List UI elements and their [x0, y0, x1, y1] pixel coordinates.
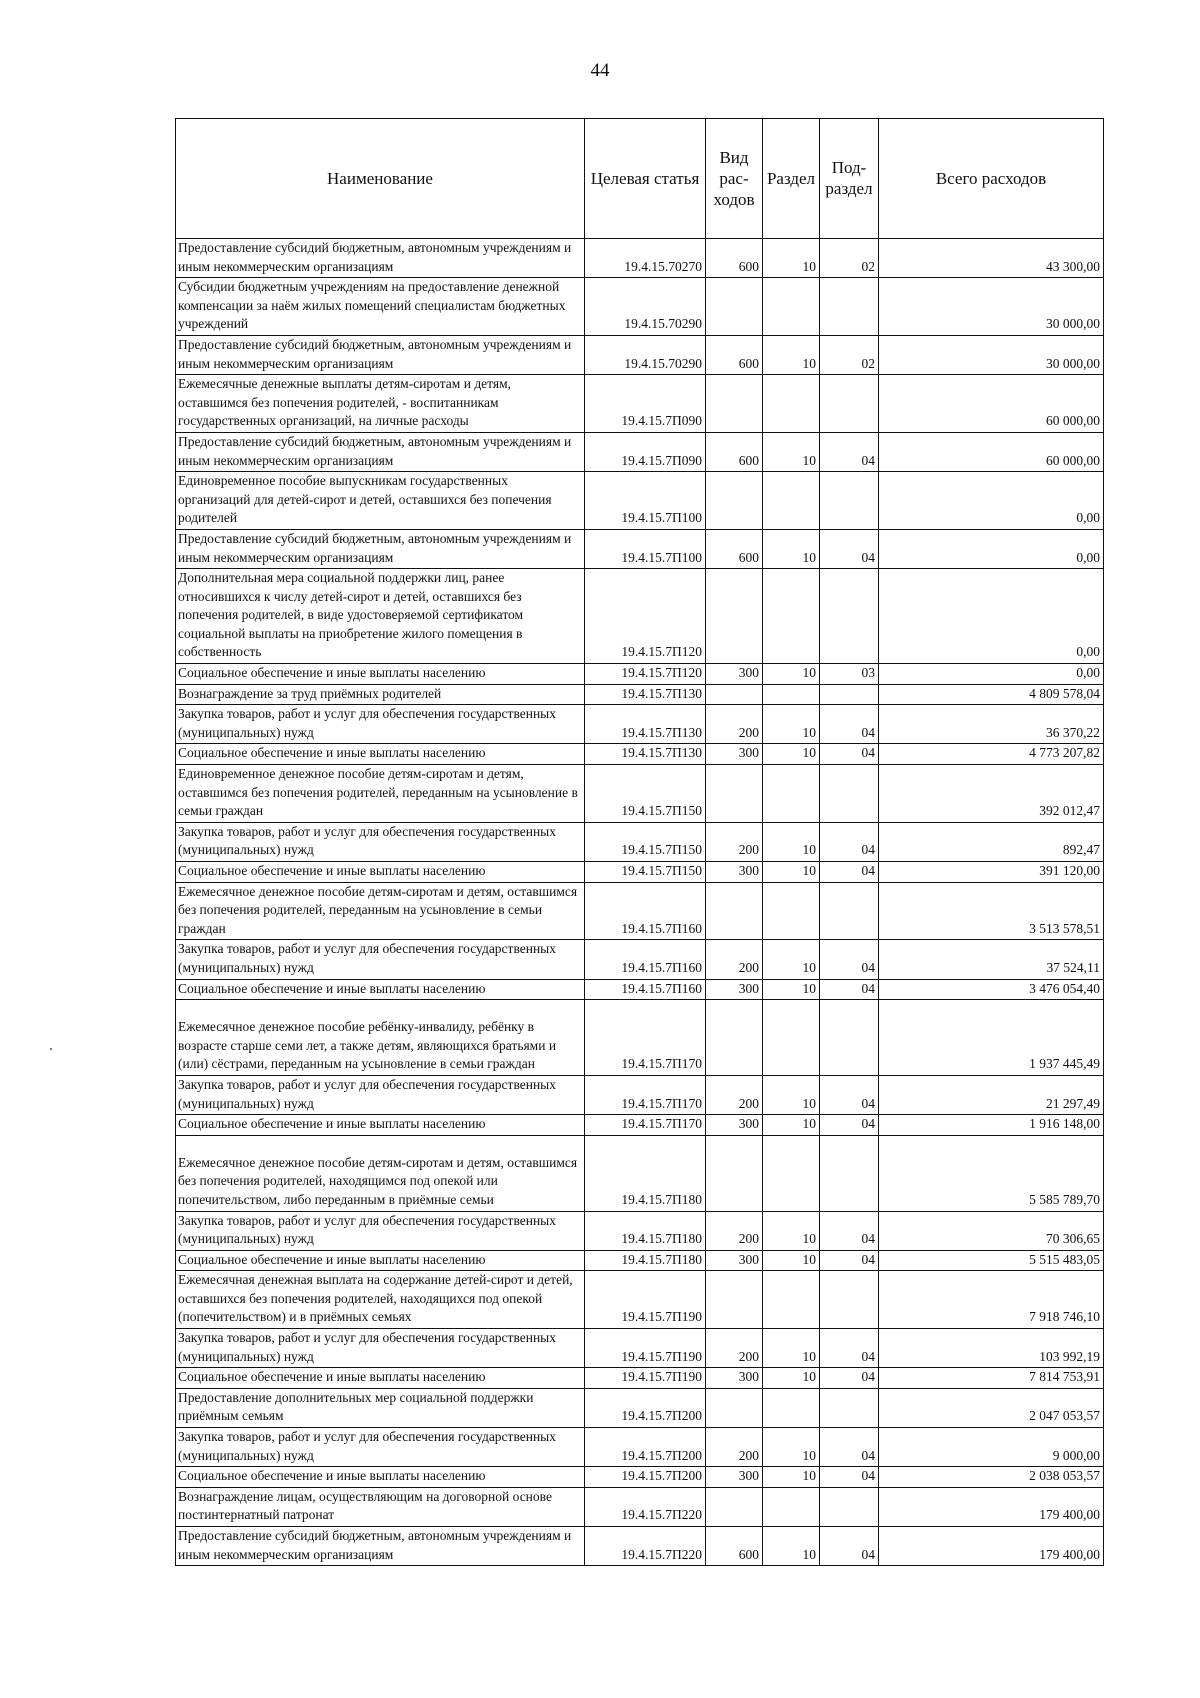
cell-target-code: 19.4.15.7П130 [585, 684, 706, 705]
cell-section [763, 765, 820, 823]
cell-total: 103 992,19 [879, 1329, 1104, 1368]
table-row [176, 1211, 1104, 1250]
cell-name: Закупка товаров, работ и услуг для обеспечения государственных (муниципальных) нужд [176, 940, 585, 979]
cell-target-code: 19.4.15.7П130 [585, 744, 706, 765]
cell-section: 10 [763, 705, 820, 744]
cell-total: 3 476 054,40 [879, 979, 1104, 1000]
table-header [176, 119, 1104, 239]
cell-target-code: 19.4.15.7П120 [585, 664, 706, 685]
cell-kind: 600 [706, 432, 763, 471]
cell-subsection: 02 [820, 335, 879, 374]
table-row [176, 705, 1104, 744]
cell-target-code: 19.4.15.7П120 [585, 569, 706, 664]
cell-kind: 200 [706, 1329, 763, 1368]
cell-total: 7 814 753,91 [879, 1368, 1104, 1389]
cell-name: Закупка товаров, работ и услуг для обеспечения государственных (муниципальных) нужд [176, 822, 585, 861]
table-row [176, 1487, 1104, 1526]
table-row [176, 1388, 1104, 1427]
table-row [176, 335, 1104, 374]
cell-subsection: 04 [820, 979, 879, 1000]
cell-total: 4 809 578,04 [879, 684, 1104, 705]
page-number: 44 [590, 60, 610, 81]
cell-kind: 600 [706, 1527, 763, 1566]
cell-section: 10 [763, 1329, 820, 1368]
cell-target-code: 19.4.15.70290 [585, 278, 706, 336]
cell-subsection: 03 [820, 664, 879, 685]
cell-kind: 300 [706, 744, 763, 765]
cell-target-code: 19.4.15.7П200 [585, 1428, 706, 1467]
cell-subsection [820, 569, 879, 664]
cell-section: 10 [763, 1428, 820, 1467]
cell-total: 1 916 148,00 [879, 1115, 1104, 1136]
cell-target-code: 19.4.15.7П170 [585, 1000, 706, 1076]
cell-section: 10 [763, 529, 820, 568]
cell-kind [706, 882, 763, 940]
table-row [176, 529, 1104, 568]
cell-total: 36 370,22 [879, 705, 1104, 744]
cell-name: Закупка товаров, работ и услуг для обеспечения государственных (муниципальных) нужд [176, 1075, 585, 1114]
cell-name: Социальное обеспечение и иные выплаты населению [176, 1467, 585, 1488]
table-row [176, 664, 1104, 685]
cell-section: 10 [763, 239, 820, 278]
cell-target-code: 19.4.15.7П180 [585, 1135, 706, 1211]
table-row [176, 1250, 1104, 1271]
cell-name: Предоставление субсидий бюджетным, автономным учреждениям и иным некоммерческим организациям [176, 335, 585, 374]
cell-total: 0,00 [879, 472, 1104, 530]
table-row [176, 822, 1104, 861]
cell-subsection [820, 472, 879, 530]
cell-kind [706, 684, 763, 705]
cell-total: 0,00 [879, 569, 1104, 664]
cell-total: 60 000,00 [879, 432, 1104, 471]
cell-total: 9 000,00 [879, 1428, 1104, 1467]
cell-kind [706, 765, 763, 823]
cell-kind: 200 [706, 1075, 763, 1114]
cell-name: Закупка товаров, работ и услуг для обеспечения государственных (муниципальных) нужд [176, 1329, 585, 1368]
cell-kind [706, 1135, 763, 1211]
cell-total: 37 524,11 [879, 940, 1104, 979]
cell-name: Закупка товаров, работ и услуг для обеспечения государственных (муниципальных) нужд [176, 705, 585, 744]
cell-total: 70 306,65 [879, 1211, 1104, 1250]
cell-subsection: 04 [820, 705, 879, 744]
cell-section: 10 [763, 1075, 820, 1114]
cell-total: 0,00 [879, 529, 1104, 568]
table-row [176, 882, 1104, 940]
cell-subsection [820, 1487, 879, 1526]
cell-total: 30 000,00 [879, 335, 1104, 374]
cell-name: Ежемесячное денежное пособие ребёнку-инвалиду, ребёнку в возрасте старше семи лет, а также детям, являющихся братьями и (или) сёстрами, переданным на усыновление в семьи граждан [176, 1000, 585, 1076]
cell-kind [706, 1388, 763, 1427]
table-row [176, 1115, 1104, 1136]
table-row [176, 1000, 1104, 1076]
cell-section: 10 [763, 979, 820, 1000]
table-row [176, 1368, 1104, 1389]
cell-total: 391 120,00 [879, 862, 1104, 883]
cell-section: 10 [763, 744, 820, 765]
cell-kind [706, 472, 763, 530]
cell-subsection [820, 882, 879, 940]
cell-section: 10 [763, 1467, 820, 1488]
cell-kind: 300 [706, 1467, 763, 1488]
cell-target-code: 19.4.15.7П100 [585, 472, 706, 530]
cell-section: 10 [763, 940, 820, 979]
cell-subsection: 04 [820, 744, 879, 765]
scan-mark [50, 1048, 52, 1050]
table-row [176, 744, 1104, 765]
cell-name: Предоставление субсидий бюджетным, автономным учреждениям и иным некоммерческим организациям [176, 432, 585, 471]
cell-kind [706, 1487, 763, 1526]
table-row [176, 1527, 1104, 1566]
cell-kind: 200 [706, 940, 763, 979]
cell-target-code: 19.4.15.7П180 [585, 1211, 706, 1250]
cell-section [763, 1271, 820, 1329]
table-row [176, 765, 1104, 823]
cell-section: 10 [763, 1250, 820, 1271]
cell-total: 392 012,47 [879, 765, 1104, 823]
cell-section: 10 [763, 432, 820, 471]
cell-name: Закупка товаров, работ и услуг для обеспечения государственных (муниципальных) нужд [176, 1211, 585, 1250]
table-row [176, 472, 1104, 530]
cell-section [763, 1000, 820, 1076]
cell-target-code: 19.4.15.7П130 [585, 705, 706, 744]
table-row [176, 432, 1104, 471]
cell-subsection: 04 [820, 1115, 879, 1136]
table-row [176, 1075, 1104, 1114]
cell-subsection [820, 765, 879, 823]
cell-name: Предоставление субсидий бюджетным, автономным учреждениям и иным некоммерческим организациям [176, 239, 585, 278]
cell-section: 10 [763, 1527, 820, 1566]
cell-total: 2 047 053,57 [879, 1388, 1104, 1427]
table-row [176, 1467, 1104, 1488]
cell-subsection: 04 [820, 1368, 879, 1389]
cell-total: 179 400,00 [879, 1487, 1104, 1526]
cell-total: 5 585 789,70 [879, 1135, 1104, 1211]
cell-name: Социальное обеспечение и иные выплаты населению [176, 1250, 585, 1271]
cell-name: Социальное обеспечение и иные выплаты населению [176, 664, 585, 685]
cell-target-code: 19.4.15.7П160 [585, 979, 706, 1000]
cell-section [763, 278, 820, 336]
cell-target-code: 19.4.15.70290 [585, 335, 706, 374]
header-row [176, 119, 1104, 239]
cell-target-code: 19.4.15.7П220 [585, 1487, 706, 1526]
cell-name: Субсидии бюджетным учреждениям на предоставление денежной компенсации за наём жилых помещений специалистам бюджетных учреждений [176, 278, 585, 336]
cell-name: Дополнительная мера социальной поддержки лиц, ранее относившихся к числу детей-сирот и детей, оставшихся без попечения родителей, в виде удостоверяемой сертификатом социальной выплаты на приобретение жилого помещения в собственность [176, 569, 585, 664]
header-target: Целевая статья [585, 119, 706, 239]
header-kind: Вид рас- ходов [706, 119, 763, 239]
cell-target-code: 19.4.15.7П190 [585, 1368, 706, 1389]
header-subsection: Под- раздел [820, 119, 879, 239]
cell-target-code: 19.4.15.7П170 [585, 1115, 706, 1136]
table-row [176, 1135, 1104, 1211]
cell-section: 10 [763, 1115, 820, 1136]
cell-kind [706, 1000, 763, 1076]
cell-subsection: 04 [820, 862, 879, 883]
cell-target-code: 19.4.15.7П160 [585, 882, 706, 940]
cell-name: Вознаграждение за труд приёмных родителей [176, 684, 585, 705]
cell-subsection [820, 1000, 879, 1076]
cell-subsection: 04 [820, 822, 879, 861]
table-row [176, 979, 1104, 1000]
cell-section: 10 [763, 822, 820, 861]
cell-name: Единовременное денежное пособие детям-сиротам и детям, оставшимся без попечения родителей, переданным на усыновление в семьи граждан [176, 765, 585, 823]
cell-target-code: 19.4.15.7П150 [585, 862, 706, 883]
cell-total: 5 515 483,05 [879, 1250, 1104, 1271]
cell-subsection: 04 [820, 1428, 879, 1467]
cell-target-code: 19.4.15.7П190 [585, 1329, 706, 1368]
table-row [176, 239, 1104, 278]
cell-target-code: 19.4.15.7П090 [585, 375, 706, 433]
header-section: Раздел [763, 119, 820, 239]
table-body [176, 239, 1104, 1566]
cell-subsection [820, 375, 879, 433]
cell-kind: 200 [706, 705, 763, 744]
cell-total: 0,00 [879, 664, 1104, 685]
cell-subsection: 02 [820, 239, 879, 278]
cell-section: 10 [763, 1368, 820, 1389]
cell-name: Ежемесячные денежные выплаты детям-сиротам и детям, оставшимся без попечения родителей, - воспитанникам государственных организаций, на личные расходы [176, 375, 585, 433]
table-row [176, 375, 1104, 433]
cell-name: Социальное обеспечение и иные выплаты населению [176, 744, 585, 765]
cell-total: 7 918 746,10 [879, 1271, 1104, 1329]
cell-name: Ежемесячное денежное пособие детям-сиротам и детям, оставшимся без попечения родителей, находящимся под опекой или попечительством, либо переданным в приёмные семьи [176, 1135, 585, 1211]
cell-subsection: 04 [820, 1329, 879, 1368]
cell-kind: 600 [706, 335, 763, 374]
cell-section: 10 [763, 335, 820, 374]
cell-section: 10 [763, 1211, 820, 1250]
cell-target-code: 19.4.15.7П200 [585, 1467, 706, 1488]
cell-section [763, 1388, 820, 1427]
cell-kind: 300 [706, 979, 763, 1000]
cell-total: 892,47 [879, 822, 1104, 861]
cell-target-code: 19.4.15.7П220 [585, 1527, 706, 1566]
cell-name: Ежемесячная денежная выплата на содержание детей-сирот и детей, оставшихся без попечения родителей, находящихся под опекой (попечительством) и в приёмных семьях [176, 1271, 585, 1329]
cell-target-code: 19.4.15.7П180 [585, 1250, 706, 1271]
table-row [176, 1271, 1104, 1329]
cell-subsection: 04 [820, 432, 879, 471]
table-row [176, 684, 1104, 705]
cell-subsection: 04 [820, 1467, 879, 1488]
cell-kind: 200 [706, 1211, 763, 1250]
cell-name: Вознаграждение лицам, осуществляющим на договорной основе постинтернатный патронат [176, 1487, 585, 1526]
cell-name: Социальное обеспечение и иные выплаты населению [176, 979, 585, 1000]
cell-kind: 300 [706, 862, 763, 883]
cell-total: 30 000,00 [879, 278, 1104, 336]
cell-target-code: 19.4.15.7П200 [585, 1388, 706, 1427]
cell-subsection: 04 [820, 529, 879, 568]
cell-section [763, 472, 820, 530]
cell-name: Предоставление субсидий бюджетным, автономным учреждениям и иным некоммерческим организациям [176, 1527, 585, 1566]
table-row [176, 940, 1104, 979]
cell-subsection: 04 [820, 1211, 879, 1250]
cell-section [763, 375, 820, 433]
cell-subsection [820, 1388, 879, 1427]
cell-kind [706, 569, 763, 664]
cell-section [763, 684, 820, 705]
cell-kind [706, 278, 763, 336]
cell-name: Социальное обеспечение и иные выплаты населению [176, 1368, 585, 1389]
cell-target-code: 19.4.15.7П090 [585, 432, 706, 471]
cell-name: Социальное обеспечение и иные выплаты населению [176, 1115, 585, 1136]
budget-table [175, 118, 1104, 1566]
cell-subsection: 04 [820, 1250, 879, 1271]
cell-total: 21 297,49 [879, 1075, 1104, 1114]
cell-section [763, 882, 820, 940]
cell-target-code: 19.4.15.7П160 [585, 940, 706, 979]
cell-target-code: 19.4.15.7П150 [585, 822, 706, 861]
cell-target-code: 19.4.15.7П190 [585, 1271, 706, 1329]
cell-name: Единовременное пособие выпускникам государственных организаций для детей-сирот и детей, оставшихся без попечения родителей [176, 472, 585, 530]
cell-kind [706, 1271, 763, 1329]
cell-target-code: 19.4.15.7П170 [585, 1075, 706, 1114]
cell-kind: 300 [706, 1368, 763, 1389]
cell-total: 2 038 053,57 [879, 1467, 1104, 1488]
cell-subsection: 04 [820, 940, 879, 979]
cell-name: Социальное обеспечение и иные выплаты населению [176, 862, 585, 883]
cell-subsection [820, 684, 879, 705]
table-row [176, 278, 1104, 336]
cell-kind: 200 [706, 822, 763, 861]
table-row [176, 569, 1104, 664]
cell-total: 3 513 578,51 [879, 882, 1104, 940]
cell-name: Закупка товаров, работ и услуг для обеспечения государственных (муниципальных) нужд [176, 1428, 585, 1467]
cell-total: 1 937 445,49 [879, 1000, 1104, 1076]
cell-subsection: 04 [820, 1075, 879, 1114]
cell-subsection [820, 1135, 879, 1211]
cell-name: Предоставление дополнительных мер социальной поддержки приёмным семьям [176, 1388, 585, 1427]
cell-kind: 600 [706, 239, 763, 278]
cell-subsection [820, 278, 879, 336]
cell-kind: 200 [706, 1428, 763, 1467]
table-row [176, 862, 1104, 883]
cell-subsection: 04 [820, 1527, 879, 1566]
cell-total: 43 300,00 [879, 239, 1104, 278]
cell-section [763, 1487, 820, 1526]
cell-name: Предоставление субсидий бюджетным, автономным учреждениям и иным некоммерческим организациям [176, 529, 585, 568]
cell-kind: 300 [706, 1115, 763, 1136]
cell-target-code: 19.4.15.7П100 [585, 529, 706, 568]
table-row [176, 1329, 1104, 1368]
cell-section [763, 569, 820, 664]
cell-section [763, 1135, 820, 1211]
cell-section: 10 [763, 862, 820, 883]
cell-target-code: 19.4.15.7П150 [585, 765, 706, 823]
cell-kind: 300 [706, 664, 763, 685]
cell-name: Ежемесячное денежное пособие детям-сиротам и детям, оставшимся без попечения родителей, переданным на усыновление в семьи граждан [176, 882, 585, 940]
header-total: Всего расходов [879, 119, 1104, 239]
cell-total: 60 000,00 [879, 375, 1104, 433]
cell-target-code: 19.4.15.70270 [585, 239, 706, 278]
cell-section: 10 [763, 664, 820, 685]
cell-kind: 300 [706, 1250, 763, 1271]
cell-kind [706, 375, 763, 433]
table-row [176, 1428, 1104, 1467]
cell-total: 179 400,00 [879, 1527, 1104, 1566]
cell-subsection [820, 1271, 879, 1329]
header-name: Наименование [176, 119, 585, 239]
cell-total: 4 773 207,82 [879, 744, 1104, 765]
cell-kind: 600 [706, 529, 763, 568]
